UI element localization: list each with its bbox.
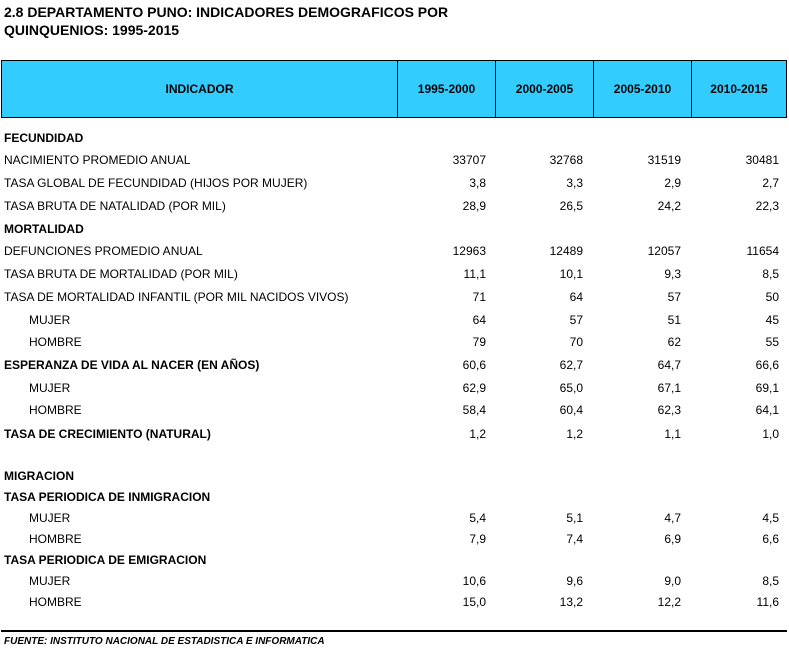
- row-label: TASA PERIODICA DE EMIGRACION: [4, 553, 207, 567]
- header-2005-2010: 2005-2010: [593, 61, 691, 117]
- row-label: TASA DE CRECIMIENTO (NATURAL): [4, 427, 211, 441]
- header-1995-2000: 1995-2000: [397, 61, 495, 117]
- row-value: 6,6: [762, 532, 779, 546]
- table-row: [0, 333, 789, 353]
- row-value: 12963: [452, 244, 486, 258]
- row-value: 62: [667, 335, 681, 349]
- table-row: [0, 593, 789, 613]
- row-value: 64,7: [657, 358, 681, 372]
- row-value: 64: [569, 290, 583, 304]
- row-value: 45: [765, 313, 779, 327]
- row-label: FECUNDIDAD: [4, 131, 84, 145]
- row-value: 10,6: [462, 574, 486, 588]
- row-value: 57: [667, 290, 681, 304]
- row-value: 9,0: [664, 574, 681, 588]
- row-label: HOMBRE: [29, 532, 82, 546]
- row-value: 62,9: [462, 381, 486, 395]
- header-2000-2005: 2000-2005: [495, 61, 593, 117]
- row-value: 4,5: [762, 511, 779, 525]
- table-row: [0, 509, 789, 529]
- row-value: 2,9: [664, 176, 681, 190]
- row-value: 67,1: [657, 381, 681, 395]
- row-label: TASA GLOBAL DE FECUNDIDAD (HIJOS POR MUJER): [4, 176, 308, 190]
- table-row: [0, 356, 789, 376]
- row-value: 12489: [549, 244, 583, 258]
- row-value: 15,0: [462, 595, 486, 609]
- row-value: 60,4: [559, 403, 583, 417]
- row-value: 4,7: [664, 511, 681, 525]
- row-value: 10,1: [559, 267, 583, 281]
- row-value: 1,0: [762, 427, 779, 441]
- row-value: 24,2: [657, 199, 681, 213]
- row-label: MUJER: [29, 511, 71, 525]
- row-value: 8,5: [762, 267, 779, 281]
- row-value: 58,4: [462, 403, 486, 417]
- bottom-divider: [1, 630, 787, 632]
- row-value: 55: [765, 335, 779, 349]
- row-value: 32768: [549, 153, 583, 167]
- table-row: [0, 197, 789, 217]
- row-label: HOMBRE: [29, 335, 82, 349]
- row-value: 50: [765, 290, 779, 304]
- table-row: [0, 220, 789, 240]
- row-value: 3,3: [566, 176, 583, 190]
- table-row: [0, 151, 789, 171]
- row-value: 60,6: [462, 358, 486, 372]
- row-value: 3,8: [469, 176, 486, 190]
- row-label: HOMBRE: [29, 595, 82, 609]
- header-2010-2015: 2010-2015: [691, 61, 786, 117]
- table-row: [0, 467, 789, 487]
- row-value: 1,1: [664, 427, 681, 441]
- row-value: 57: [569, 313, 583, 327]
- row-value: 7,9: [469, 532, 486, 546]
- row-value: 31519: [647, 153, 681, 167]
- row-value: 79: [472, 335, 486, 349]
- table-row: [0, 401, 789, 421]
- row-value: 51: [667, 313, 681, 327]
- row-value: 7,4: [566, 532, 583, 546]
- table-row: [0, 288, 789, 308]
- row-label: HOMBRE: [29, 403, 82, 417]
- table-row: [0, 242, 789, 262]
- row-value: 28,9: [462, 199, 486, 213]
- row-label: TASA BRUTA DE NATALIDAD (POR MIL): [4, 199, 226, 213]
- row-label: MUJER: [29, 381, 71, 395]
- row-value: 6,9: [664, 532, 681, 546]
- row-value: 1,2: [566, 427, 583, 441]
- table-row: [0, 265, 789, 285]
- row-value: 33707: [452, 153, 486, 167]
- header-indicador: INDICADOR: [165, 82, 234, 96]
- row-value: 1,2: [469, 427, 486, 441]
- title-line-2: QUINQUENIOS: 1995-2015: [4, 22, 180, 38]
- row-value: 26,5: [559, 199, 583, 213]
- row-value: 5,1: [566, 511, 583, 525]
- row-value: 11654: [746, 244, 779, 258]
- row-value: 69,1: [755, 381, 779, 395]
- row-value: 12,2: [657, 595, 681, 609]
- row-value: 30481: [745, 153, 779, 167]
- table-row: [0, 572, 789, 592]
- row-value: 8,5: [762, 574, 779, 588]
- row-value: 66,6: [755, 358, 779, 372]
- row-value: 70: [569, 335, 583, 349]
- row-value: 62,7: [559, 358, 583, 372]
- page-title: [4, 3, 448, 39]
- row-label: MUJER: [29, 313, 71, 327]
- row-value: 64,1: [755, 403, 779, 417]
- table-row: [0, 530, 789, 550]
- row-label: ESPERANZA DE VIDA AL NACER (EN AÑOS): [4, 358, 260, 372]
- row-value: 22,3: [755, 199, 779, 213]
- table-row: [0, 174, 789, 194]
- row-value: 64: [472, 313, 486, 327]
- table-row: [0, 488, 789, 508]
- row-label: MUJER: [29, 574, 71, 588]
- row-value: 2,7: [762, 176, 779, 190]
- row-value: 9,6: [566, 574, 583, 588]
- row-label: MORTALIDAD: [4, 222, 84, 236]
- table-row: [0, 379, 789, 399]
- table-row: [0, 425, 789, 445]
- table-row: [0, 129, 789, 149]
- table-row: [0, 311, 789, 331]
- table-row: [0, 551, 789, 571]
- row-value: 62,3: [657, 403, 681, 417]
- row-value: 5,4: [469, 511, 486, 525]
- row-value: 65,0: [559, 381, 583, 395]
- row-value: 13,2: [559, 595, 583, 609]
- table-header: [1, 60, 787, 118]
- row-value: 11,6: [756, 595, 779, 609]
- row-value: 71: [472, 290, 486, 304]
- row-value: 9,3: [664, 267, 681, 281]
- row-label: TASA DE MORTALIDAD INFANTIL (POR MIL NACIDOS VIVOS): [4, 290, 349, 304]
- row-value: 11,1: [463, 267, 486, 281]
- row-label: NACIMIENTO PROMEDIO ANUAL: [4, 153, 191, 167]
- source-footnote: FUENTE: INSTITUTO NACIONAL DE ESTADISTICA E INFORMATICA: [4, 636, 325, 647]
- row-label: TASA PERIODICA DE INMIGRACION: [4, 490, 211, 504]
- row-label: MIGRACION: [4, 469, 74, 483]
- row-label: TASA BRUTA DE MORTALIDAD (POR MIL): [4, 267, 238, 281]
- row-label: DEFUNCIONES PROMEDIO ANUAL: [4, 244, 203, 258]
- title-line-1: 2.8 DEPARTAMENTO PUNO: INDICADORES DEMOGRAFICOS POR: [4, 4, 449, 20]
- row-value: 12057: [647, 244, 681, 258]
